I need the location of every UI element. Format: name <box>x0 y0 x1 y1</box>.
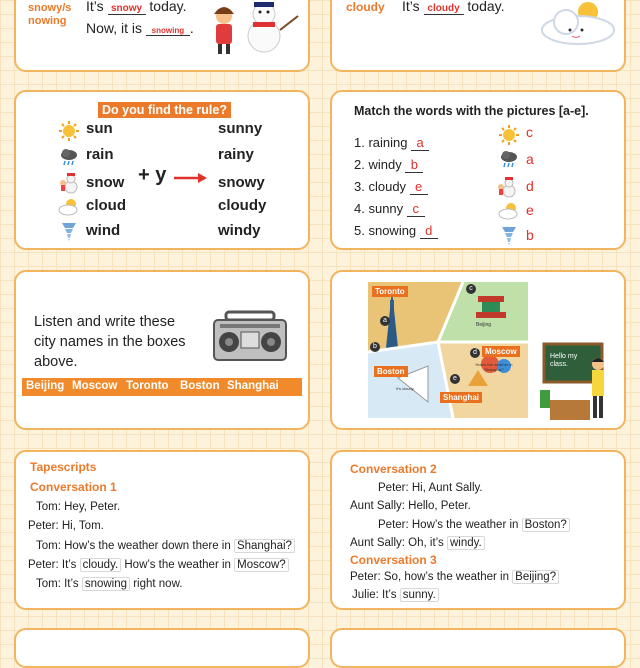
picture-letter: d <box>526 178 534 194</box>
item-answer: d <box>420 223 438 239</box>
answer-box: Shanghai? <box>234 539 295 553</box>
line-text: Peter: So, how’s the weather in <box>350 571 509 583</box>
map-label: Shanghai <box>440 392 482 403</box>
match-item <box>354 223 438 239</box>
line-text: Peter: Hi, Aunt Sally. <box>378 482 483 494</box>
answer-box: cloudy. <box>80 558 122 572</box>
picture-letter: e <box>526 202 534 218</box>
line-text: Tom: Hey, Peter. <box>36 501 121 513</box>
bottom-left-card-partial <box>14 628 310 668</box>
sentence-snowy <box>86 0 187 15</box>
map-marker: a <box>380 316 390 326</box>
tapescript-card-1 <box>14 450 310 610</box>
item-word: raining <box>368 135 408 150</box>
map-card <box>330 270 626 430</box>
item-answer: e <box>410 179 428 195</box>
sentence-post: today. <box>149 0 187 14</box>
sentence-pre: Now, it is <box>86 20 143 36</box>
line-text: Peter: How’s the weather in <box>378 519 519 531</box>
dialogue-line <box>36 501 120 513</box>
dialogue-line <box>350 536 485 550</box>
tapescript-card-2 <box>330 450 626 610</box>
answer-box: Moscow? <box>234 558 289 572</box>
picture-letter: b <box>526 227 534 243</box>
item-answer: c <box>407 201 425 217</box>
adj-word: sunny <box>218 120 263 137</box>
base-word: cloud <box>86 197 126 214</box>
tornado-icon <box>498 224 520 246</box>
match-item <box>354 135 429 151</box>
item-word: windy <box>368 157 402 172</box>
cloud-sun-icon <box>536 0 620 48</box>
sentence-pre: It’s <box>402 0 420 14</box>
dialogue-line <box>350 570 559 584</box>
top-right-card <box>330 0 626 72</box>
line-text: Tom: How’s the weather down there in <box>36 540 231 552</box>
bottom-right-card-partial <box>330 628 626 668</box>
answer-box: snowing <box>82 577 130 591</box>
dialogue-line <box>36 539 295 553</box>
map-marker: e <box>450 374 460 384</box>
line-text: Peter: Hi, Tom. <box>28 520 104 532</box>
snowman-icon <box>496 176 518 198</box>
answer-box: sunny. <box>400 588 439 602</box>
cloudy-label: cloudy <box>346 0 385 14</box>
city-name: Shanghai <box>227 380 279 392</box>
sentence-post: . <box>189 20 194 36</box>
dialogue-line <box>352 588 439 602</box>
rain-cloud-icon <box>58 146 80 168</box>
tapescripts-title: Tapescripts <box>30 460 97 474</box>
match-card <box>330 90 626 250</box>
item-answer: a <box>411 135 429 151</box>
picture-letter: a <box>526 151 534 167</box>
tornado-icon <box>58 220 80 242</box>
rule-card <box>14 90 310 250</box>
map-marker: c <box>466 284 476 294</box>
line-text: Julie: It’s <box>352 589 397 601</box>
listen-card <box>14 270 310 430</box>
sun-icon <box>498 124 520 146</box>
item-word: cloudy <box>368 179 407 194</box>
city-name: Toronto <box>126 380 169 392</box>
sentence-snowing <box>86 20 194 36</box>
map-small-label: Beijing <box>476 322 492 328</box>
dialogue-line <box>36 577 182 591</box>
conversation-title: Conversation 2 <box>350 462 437 476</box>
city-name: Moscow <box>72 380 118 392</box>
map-marker: b <box>370 342 380 352</box>
dialogue-line <box>28 520 104 532</box>
conversation-title: Conversation 1 <box>30 480 117 494</box>
rain-cloud-icon <box>498 148 520 170</box>
adj-word: cloudy <box>218 197 267 214</box>
map-small-label: It's cloudy. <box>396 386 415 391</box>
label-line-2: nowing <box>28 15 67 27</box>
answer-cloudy: cloudy <box>424 3 464 15</box>
board-text: Hello my class. <box>550 353 578 368</box>
sentence-pre: It’s <box>86 0 104 14</box>
item-word: snowing <box>368 223 417 238</box>
base-word: snow <box>86 174 125 191</box>
map-marker: d <box>470 348 480 358</box>
snowman-icon <box>58 172 80 194</box>
line-text: Aunt Sally: Hello, Peter. <box>350 500 471 512</box>
cloud-icon <box>498 200 520 222</box>
match-item <box>354 179 428 195</box>
listen-instruction: Listen and write these city names in the boxes above. <box>34 314 186 370</box>
item-answer: b <box>405 157 423 173</box>
answer-box: Beijing? <box>512 570 559 584</box>
label-line-1: snowy/s <box>28 2 72 14</box>
map-label: Boston <box>374 366 408 377</box>
answer-snowing: snowing <box>146 26 190 36</box>
sun-icon <box>58 120 80 142</box>
answer-snowy: snowy <box>108 3 146 15</box>
dialogue-line <box>350 500 471 512</box>
adj-word: snowy <box>218 174 265 191</box>
item-number: 3. <box>354 179 365 194</box>
line-text: right now. <box>133 578 183 590</box>
adj-word: rainy <box>218 146 254 163</box>
dialogue-line <box>28 558 289 572</box>
line-text: Aunt Sally: Oh, it’s <box>350 537 444 549</box>
answer-box: Boston? <box>522 518 570 532</box>
dialogue-line <box>378 482 483 494</box>
answer-box: windy. <box>447 536 485 550</box>
snowy-snowing-label <box>28 2 71 28</box>
base-word: wind <box>86 222 121 239</box>
map-label: Toronto <box>372 286 408 297</box>
item-number: 1. <box>354 135 365 150</box>
map-label: Moscow <box>482 346 520 357</box>
sentence-post: today. <box>467 0 505 14</box>
conversation-title: Conversation 3 <box>350 553 437 567</box>
girl-snowman-illustration <box>206 0 306 56</box>
arrow-right-icon <box>174 172 208 184</box>
radio-cassette-icon <box>212 310 288 364</box>
match-title: Match the words with the pictures [a-e]. <box>354 104 589 118</box>
picture-letter: c <box>526 124 533 140</box>
base-word: rain <box>86 146 114 163</box>
city-name: Beijing <box>26 380 65 392</box>
base-word: sun <box>86 120 113 137</box>
item-word: sunny <box>368 201 404 216</box>
rule-banner: Do you find the rule? <box>98 102 231 118</box>
map-small-label: How's the weather in Shanghai? <box>475 362 513 372</box>
city-name: Boston <box>180 380 220 392</box>
item-number: 4. <box>354 201 365 216</box>
cloud-icon <box>58 196 80 218</box>
dialogue-line <box>378 518 570 532</box>
match-item <box>354 157 423 173</box>
plus-y-label: + y <box>138 164 167 186</box>
item-number: 2. <box>354 157 365 172</box>
top-left-card <box>14 0 310 72</box>
sentence-cloudy <box>402 0 505 15</box>
match-item <box>354 201 425 217</box>
item-number: 5. <box>354 223 365 238</box>
line-text: How’s the weather in <box>124 559 231 571</box>
line-text: Tom: It’s <box>36 578 79 590</box>
line-text: Peter: It’s <box>28 559 77 571</box>
adj-word: windy <box>218 222 261 239</box>
